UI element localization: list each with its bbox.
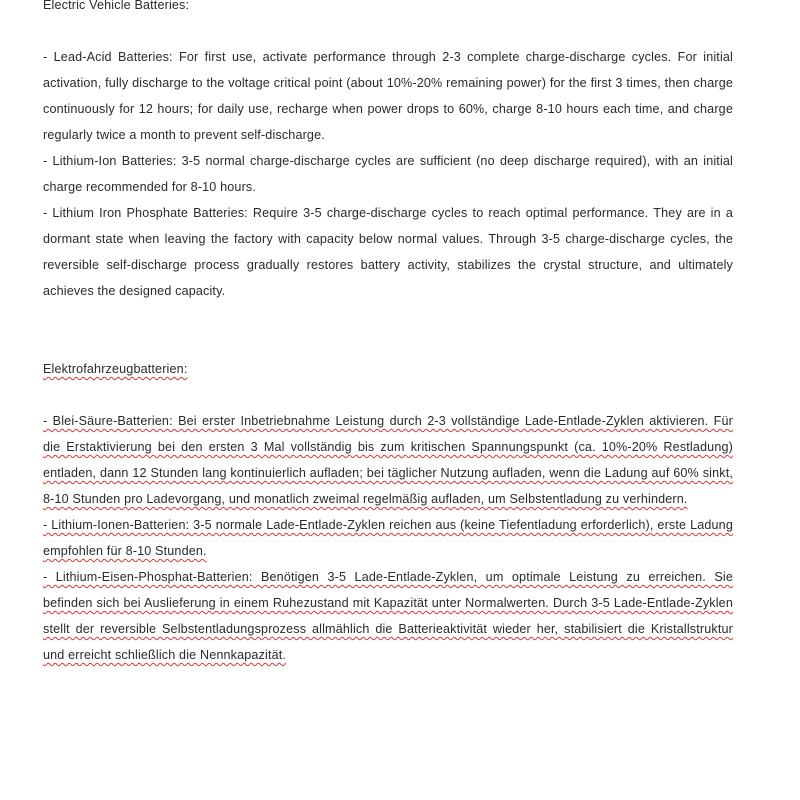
german-lead-acid-paragraph: - Blei-Säure-Batterien: Bei erster Inbetriebnahme Leistung durch 2-3 vollständige Lade-Entlade-Zyklen aktivieren. Für die Erstaktivierung bei den ersten 3 Mal vollständig bis zum kritischen Spannungspunkt (ca. 10%-20% Restladung) entladen, dann 12 Stunden lang kontinuierlich aufladen; bei täglicher Nutzung aufladen, wenn die Ladung auf 60% sinkt, 8-10 Stunden pro Ladevorgang, und monatlich zweimal regelmäßig aufladen, um Selbstentladung zu verhindern. — [43, 414, 733, 506]
german-lifepo4-paragraph: - Lithium-Eisen-Phosphat-Batterien: Benötigen 3-5 Lade-Entlade-Zyklen, um optimale Leistung zu erreichen. Sie befinden sich bei Auslieferung in einem Ruhezustand mit Kapazität unter Normalwerten. Durch 3-5 Lade-Entlade-Zyklen stellt der reversible Selbstentladungsprozess allmählich die Batterieaktivität wieder her, stabilisiert die Kristallstruktur und erreicht schließlich die Nennkapazität. — [43, 570, 733, 662]
section-spacer — [43, 304, 733, 356]
german-heading: Elektrofahrzeugbatterien: — [43, 362, 188, 376]
english-lifepo4-paragraph: - Lithium Iron Phosphate Batteries: Require 3-5 charge-discharge cycles to reach optimal performance. They are in a dormant state when leaving the factory with capacity below normal values. Through 3-5 charge-discharge cycles, the reversible self-discharge process gradually restores battery activity, stabilizes the crystal structure, and ultimately achieves the designed capacity. — [43, 206, 733, 298]
english-lead-acid-paragraph: - Lead-Acid Batteries: For first use, activate performance through 2-3 complete charge-discharge cycles. For initial activation, fully discharge to the voltage critical point (about 10%-20% remaining power) for the first 3 times, then charge continuously for 12 hours; for daily use, recharge when power drops to 60%, charge 8-10 hours each time, and charge regularly twice a month to prevent self-discharge. — [43, 50, 733, 142]
document-page — [43, 0, 733, 668]
english-heading: Electric Vehicle Batteries: — [43, 0, 190, 12]
english-lithium-ion-paragraph: - Lithium-Ion Batteries: 3-5 normal charge-discharge cycles are sufficient (no deep discharge required), with an initial charge recommended for 8-10 hours. — [43, 154, 733, 194]
german-lithium-ion-paragraph: - Lithium-Ionen-Batterien: 3-5 normale Lade-Entlade-Zyklen reichen aus (keine Tiefentladung erforderlich), erste Ladung empfohlen für 8-10 Stunden. — [43, 518, 733, 558]
